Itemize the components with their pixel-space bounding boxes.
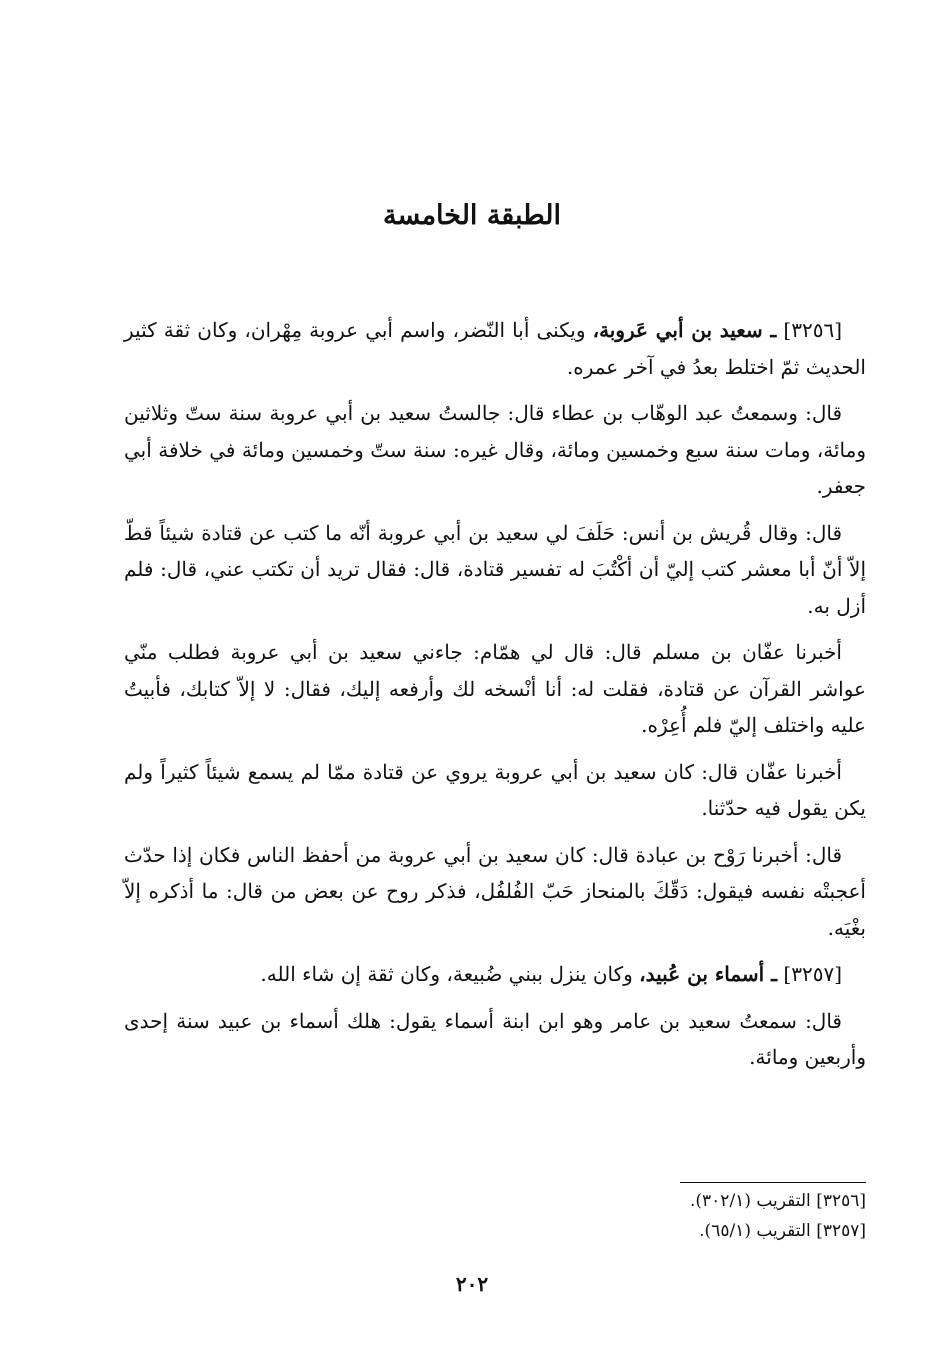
paragraph [124, 1003, 866, 1076]
paragraph [124, 515, 866, 625]
entry-number: [٣٢٥٧] [783, 962, 842, 986]
entry-name: ـ أسماء بن عُبيد، [639, 962, 778, 986]
paragraph [124, 395, 866, 505]
paragraph-text: قال: سمعتُ سعيد بن عامر وهو ابن ابنة أسماء يقول: هلك أسماء بن عبيد سنة إحدى وأربعين ومائة. [124, 1008, 866, 1069]
entry-number: [٣٢٥٦] [783, 318, 843, 342]
entry-name: ـ سعيد بن أبي عَروبة، [592, 318, 777, 342]
page-number: ٢٠٢ [455, 1272, 489, 1296]
entry-paragraph [124, 312, 866, 385]
footnotes [366, 1186, 866, 1246]
paragraph-text: ويكنى أبا النّضر، واسم أبي عروبة مِهْران، وكان ثقة كثير الحديث ثمّ اختلط بعدُ في آخر عمره. [124, 318, 866, 379]
footnote: [٣٢٥٦] التقريب (٣٠٢/١). [690, 1191, 866, 1211]
main-text [124, 312, 866, 1086]
paragraph [124, 634, 866, 744]
paragraph-text: قال: أخبرنا رَوْح بن عبادة قال: كان سعيد بن أبي عروبة من أحفظ الناس فكان إذا حدّث أعجبتْه نفسه فيقول: دَقّكَ بالمنحاز حَبّ الفُلفُل، فذكر روح عن بعض من قال: ما أذكره إلاّ بغْيَه. [124, 842, 866, 940]
paragraph-text: قال: وقال قُريش بن أنس: حَلَفَ لي سعيد بن أبي عروبة أنّه ما كتب عن قتادة شيئاً قطّ إلاّ أنّ أبا معشر كتب إليّ أن أكْتُبَ له تفسير قتادة، قال: فقال تريد أن تكتب عني، قال: فلم أزل به. [124, 520, 866, 618]
paragraph-text: قال: وسمعتُ عبد الوهّاب بن عطاء قال: جالستُ سعيد بن أبي عروبة سنة ستّ وثلاثين ومائة، ومات سنة سبع وخمسين ومائة، وقال غيره: سنة ستّ وخمسين ومائة في خلافة أبي جعفر. [124, 401, 866, 498]
paragraph-text: أخبرنا عفّان بن مسلم قال: قال لي همّام: جاءني سعيد بن أبي عروبة فطلب منّي عواشر القرآن عن قتادة، فقلت له: أنا أنْسخه لك وأرفعه إليك، فقال: لا إلاّ كتابك، فأبيتُ عليه واختلف إليّ فلم أُعِرْه. [124, 640, 866, 737]
paragraph [124, 837, 866, 947]
paragraph-text: وكان ينزل ببني ضُبيعة، وكان ثقة إن شاء الله. [260, 962, 640, 986]
entry-paragraph [124, 956, 866, 993]
paragraph-text: أخبرنا عفّان قال: كان سعيد بن أبي عروبة يروي عن قتادة ممّا لم يسمع شيئاً كثيراً ولم يكن يقول فيه حدّثنا. [124, 759, 866, 820]
footnote-divider [680, 1182, 866, 1183]
paragraph [124, 754, 866, 827]
section-title: الطبقة الخامسة [383, 200, 561, 231]
footnote: [٣٢٥٧] التقريب (٦٥/١). [699, 1221, 866, 1241]
